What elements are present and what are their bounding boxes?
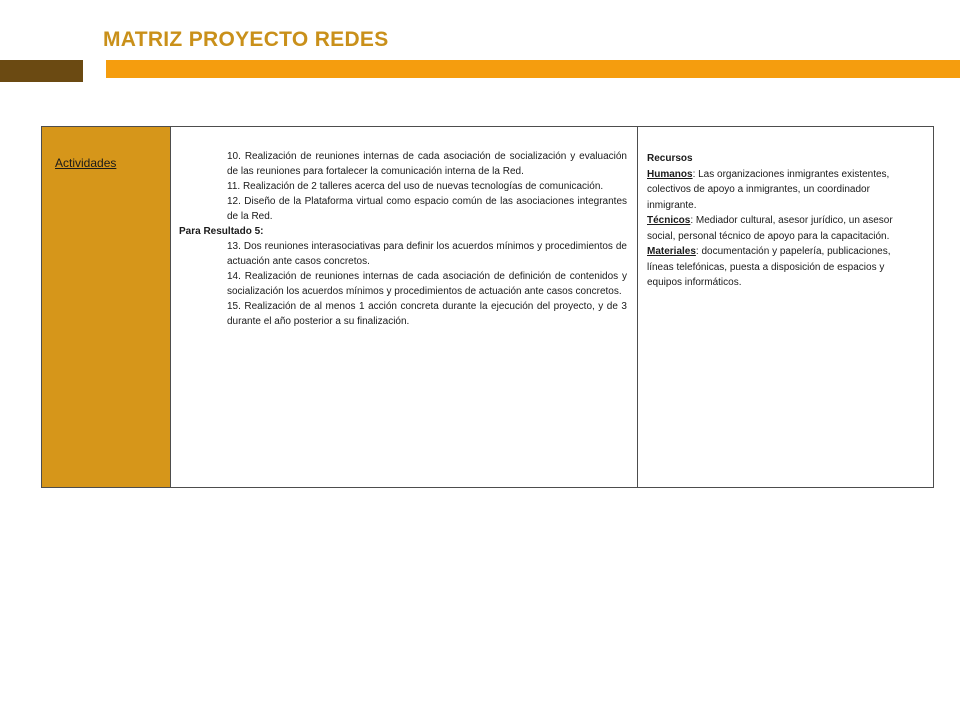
row-label-cell — [42, 127, 171, 487]
resource-humanos-label: Humanos — [647, 168, 693, 180]
activity-item: 11. Realización de 2 talleres acerca del uso de nuevas tecnologías de comunicación. — [227, 181, 604, 192]
resource-humanos — [647, 167, 915, 214]
resource-colon: : — [690, 215, 694, 226]
result-heading: Para Resultado 5: — [179, 226, 264, 237]
activity-item: 14. Realización de reuniones internas de cada asociación de definición de contenidos y socialización los acuerdos mínimos y procedimientos de actuación ante casos concretos. — [227, 271, 627, 297]
resource-tecnicos — [647, 213, 915, 244]
resource-colon: : — [695, 246, 699, 257]
resource-colon: : — [692, 168, 696, 180]
activity-item: 10. Realización de reuniones internas de cada asociación de socialización y evaluación de las reuniones para fortalecer la comunicación interna de la Red. — [227, 151, 627, 177]
project-matrix-table — [41, 126, 934, 488]
resource-tecnicos-label: Técnicos — [647, 215, 691, 226]
activities-cell — [171, 127, 638, 487]
activity-item: 12. Diseño de la Plataforma virtual como espacio común de las asociaciones integrantes de la Red. — [227, 196, 627, 222]
resources-cell — [638, 127, 933, 487]
slide-title: MATRIZ PROYECTO REDES — [103, 28, 389, 51]
header-bar-dark — [0, 60, 83, 82]
resources-title: Recursos — [647, 153, 693, 164]
resource-tecnicos-text: Mediador cultural, asesor jurídico, un asesor social, personal técnico de apoyo para la capacitación. — [647, 215, 893, 242]
activity-item: 13. Dos reuniones interasociativas para definir los acuerdos mínimos y procedimientos de actuación ante casos concretos. — [227, 241, 627, 267]
resource-materiales-text: documentación y papelería, publicaciones, líneas telefónicas, puesta a disposición de espacios y equipos informáticos. — [647, 246, 891, 288]
row-label-activities: Actividades — [55, 156, 117, 170]
resource-materiales-label: Materiales — [647, 246, 696, 257]
activity-item: 15. Realización de al menos 1 acción concreta durante la ejecución del proyecto, y de 3 durante el año posterior a su finalización. — [227, 301, 627, 327]
resource-humanos-text: Las organizaciones inmigrantes existentes, colectivos de apoyo a inmigrantes, un coordinador inmigrante. — [647, 168, 890, 211]
header-bar-gold — [106, 60, 960, 78]
resource-materiales — [647, 244, 915, 291]
